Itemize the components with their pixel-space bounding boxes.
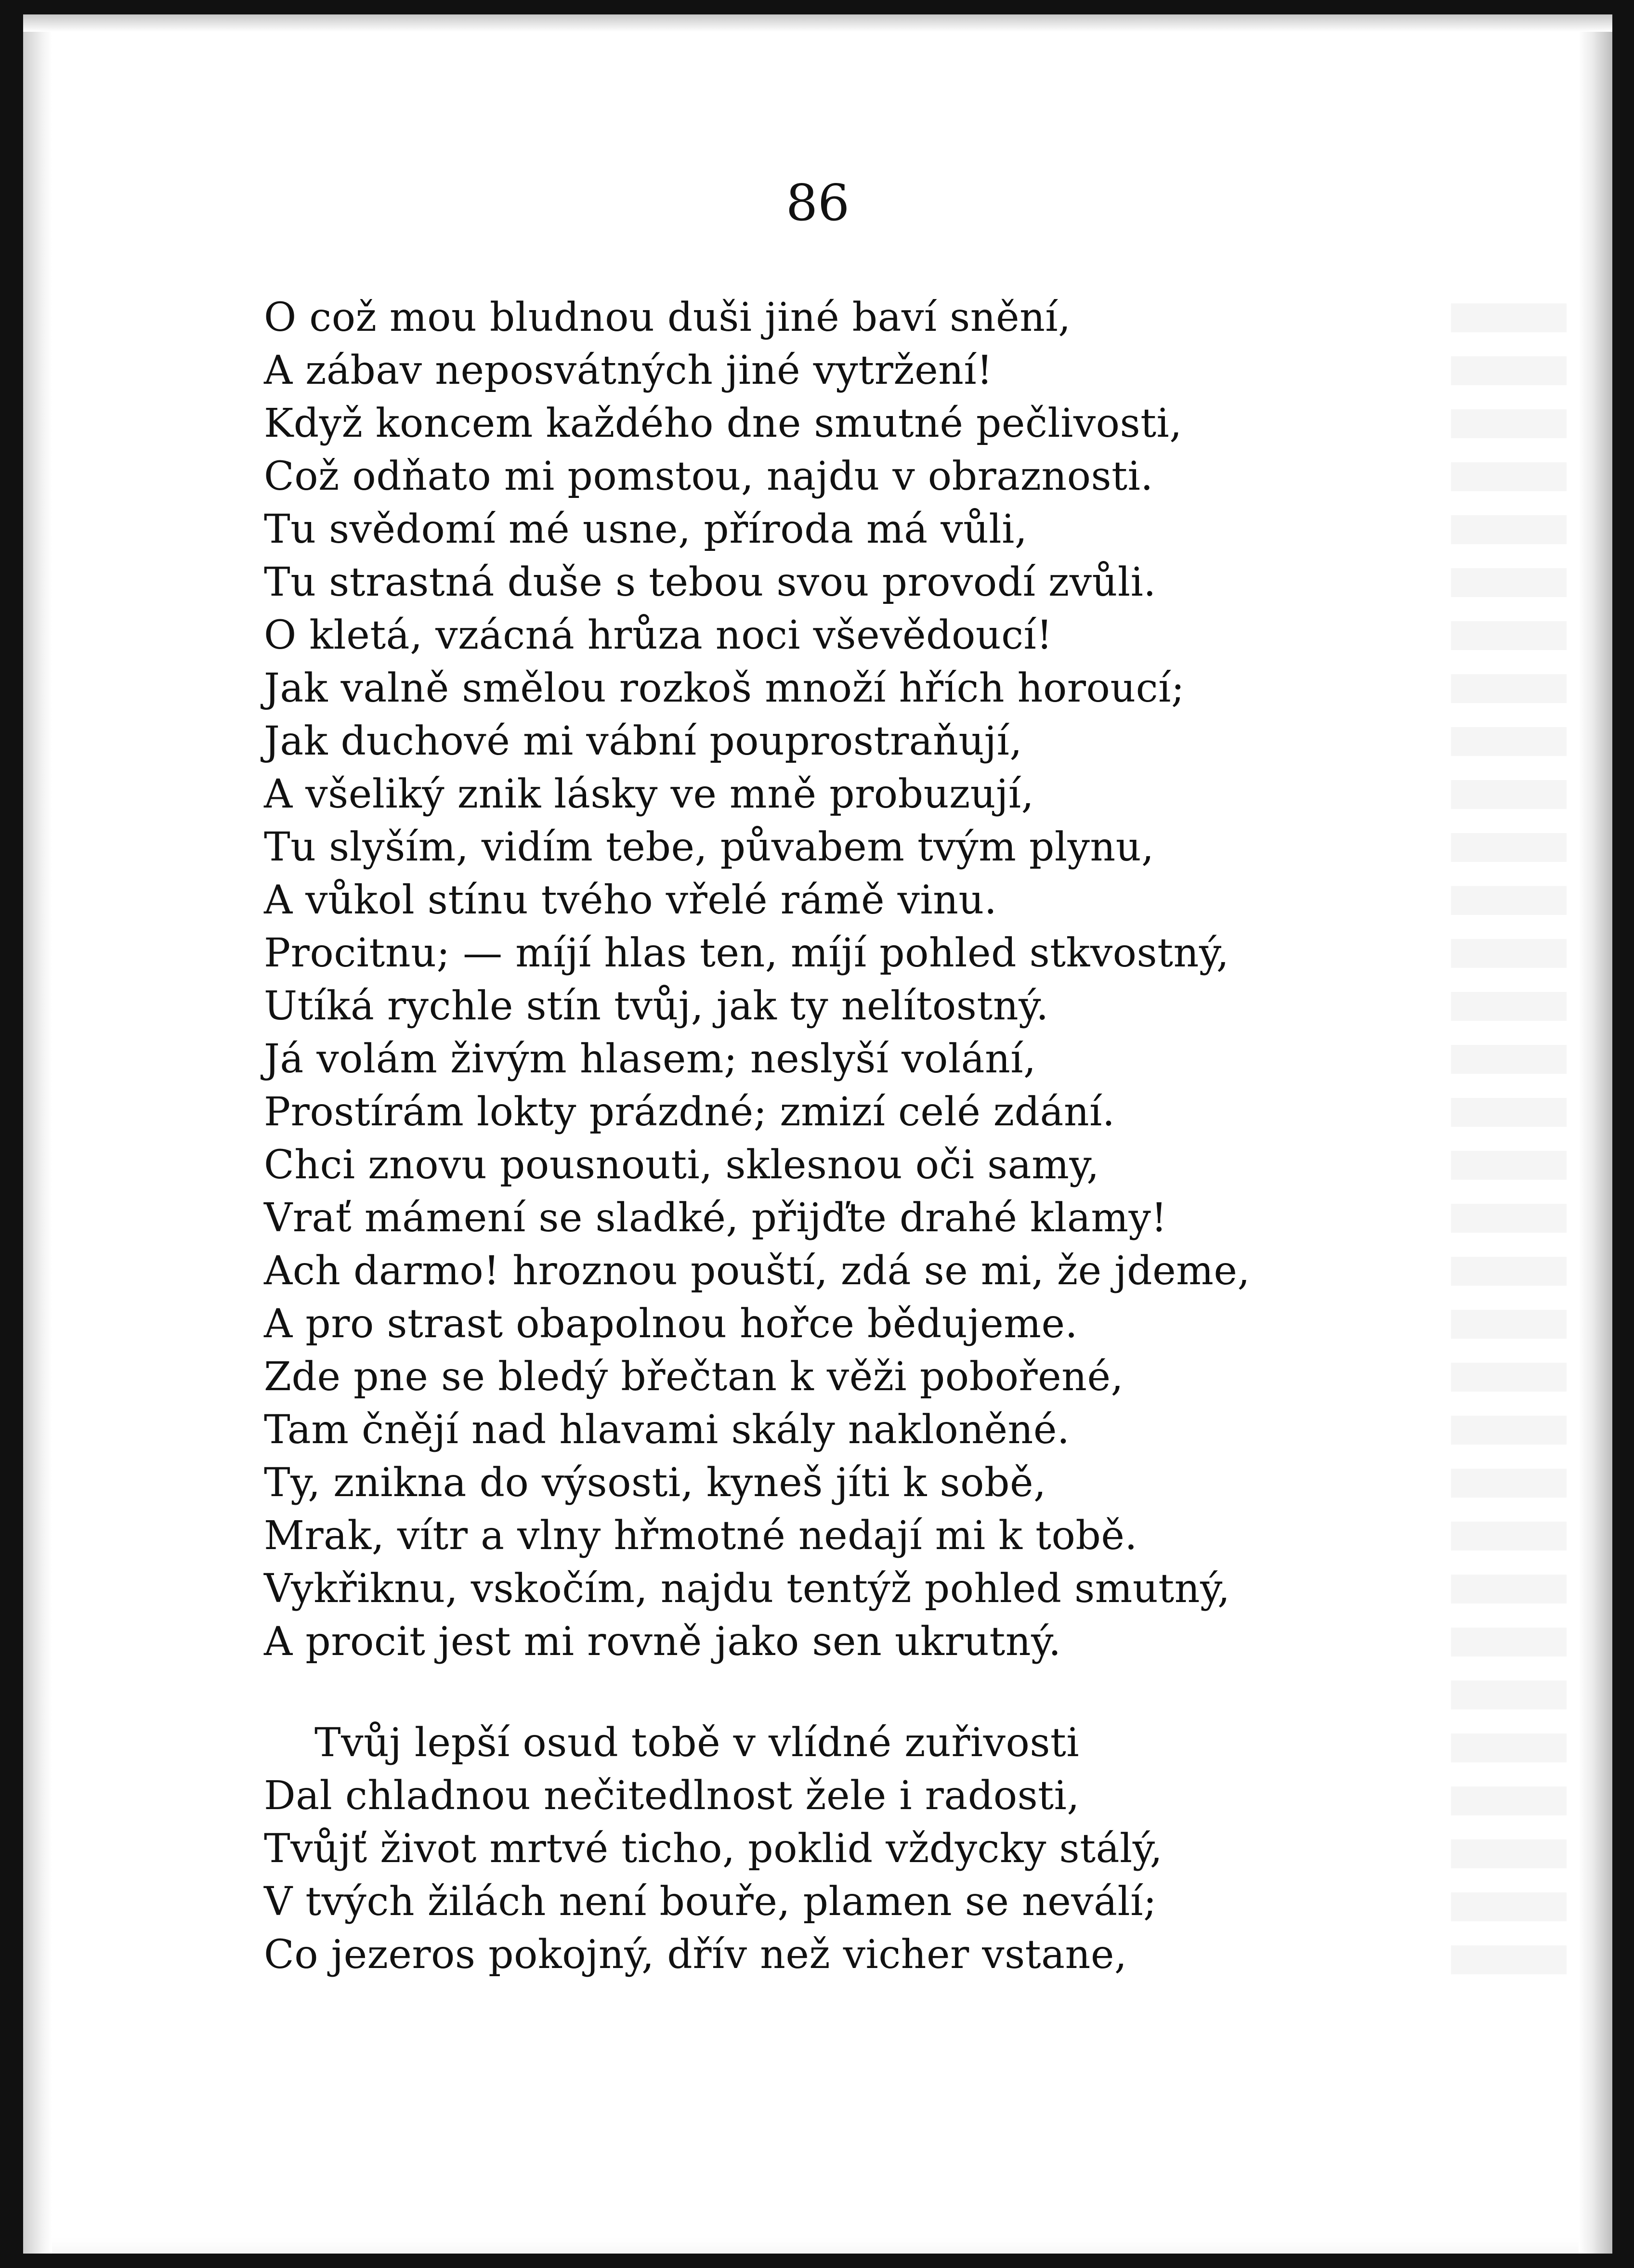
poem-line: Jak valně smělou rozkoš množí hřích horoucí; [264,665,1185,711]
poem-line: Tu slyším, vidím tebe, půvabem tvým plynu, [264,824,1154,870]
poem-line: Tam čnějí nad hlavami skály nakloněné. [264,1407,1070,1453]
page-edge-right [1579,14,1612,2254]
poem-line: Vrať mámení se sladké, přijďte drahé klamy! [264,1195,1167,1241]
poem-line: Ty, znikna do výsosti, kyneš jíti k sobě, [264,1460,1046,1506]
poem-line: Když koncem každého dne smutné pečlivosti, [264,401,1182,446]
stanza-2 [264,1717,1444,1981]
poem-line: Což odňato mi pomstou, najdu v obraznosti. [264,454,1153,499]
poem-line: Tvůj lepší osud tobě v vlídné zuřivosti [314,1720,1080,1766]
poem-line: Vykřiknu, vskočím, najdu tentýž pohled smutný, [264,1566,1230,1612]
poem-line: Prostírám lokty prázdné; zmizí celé zdání. [264,1089,1115,1135]
poem-line: Utíká rychle stín tvůj, jak ty nelítostný. [264,983,1049,1029]
bleed-through-text [1451,303,1567,1989]
poem-line: Zde pne se bledý břečtan k věži pobořené, [264,1354,1124,1400]
book-page [23,14,1612,2254]
poem-line: Ach darmo! hroznou pouští, zdá se mi, že jdeme, [264,1248,1250,1294]
page-edge-top [23,14,1612,32]
page-number: 86 [785,173,850,232]
poem-line: Procitnu; — míjí hlas ten, míjí pohled stkvostný, [264,930,1229,976]
poem-line: O což mou bludnou duši jiné baví snění, [264,295,1071,340]
poem-line: Mrak, vítr a vlny hřmotné nedají mi k tobě. [264,1513,1137,1559]
poem-line: Chci znovu pousnouti, sklesnou oči samy, [264,1142,1099,1188]
stanza-1 [264,291,1444,1668]
poem-line: A všeliký znik lásky ve mně probuzují, [264,771,1034,817]
poem-line: Co jezeros pokojný, dřív než vicher vstane, [264,1932,1127,1978]
poem-line: Já volám živým hlasem; neslyší volání, [264,1036,1036,1082]
poem-line: V tvých žilách není bouře, plamen se neválí; [264,1879,1157,1925]
page-edge-left [23,14,52,2254]
poem-line: Dal chladnou nečitedlnost žele i radosti, [264,1773,1080,1819]
poem-text [264,291,1444,1981]
poem-line: Tu svědomí mé usne, příroda má vůli, [264,507,1028,552]
poem-line: A vůkol stínu tvého vřelé rámě vinu. [264,877,997,923]
poem-line: O kletá, vzácná hrůza noci vševědoucí! [264,613,1053,658]
poem-line: Jak duchové mi vábní pouprostraňují, [264,718,1022,764]
poem-line: A pro strast obapolnou hořce bědujeme. [264,1301,1078,1347]
poem-line: Tvůjť život mrtvé ticho, poklid vždycky stálý, [264,1826,1163,1872]
poem-line: A zábav neposvátných jiné vytržení! [264,348,993,393]
poem-line: A procit jest mi rovně jako sen ukrutný. [264,1619,1061,1665]
poem-line: Tu strastná duše s tebou svou provodí zvůli. [264,560,1156,605]
